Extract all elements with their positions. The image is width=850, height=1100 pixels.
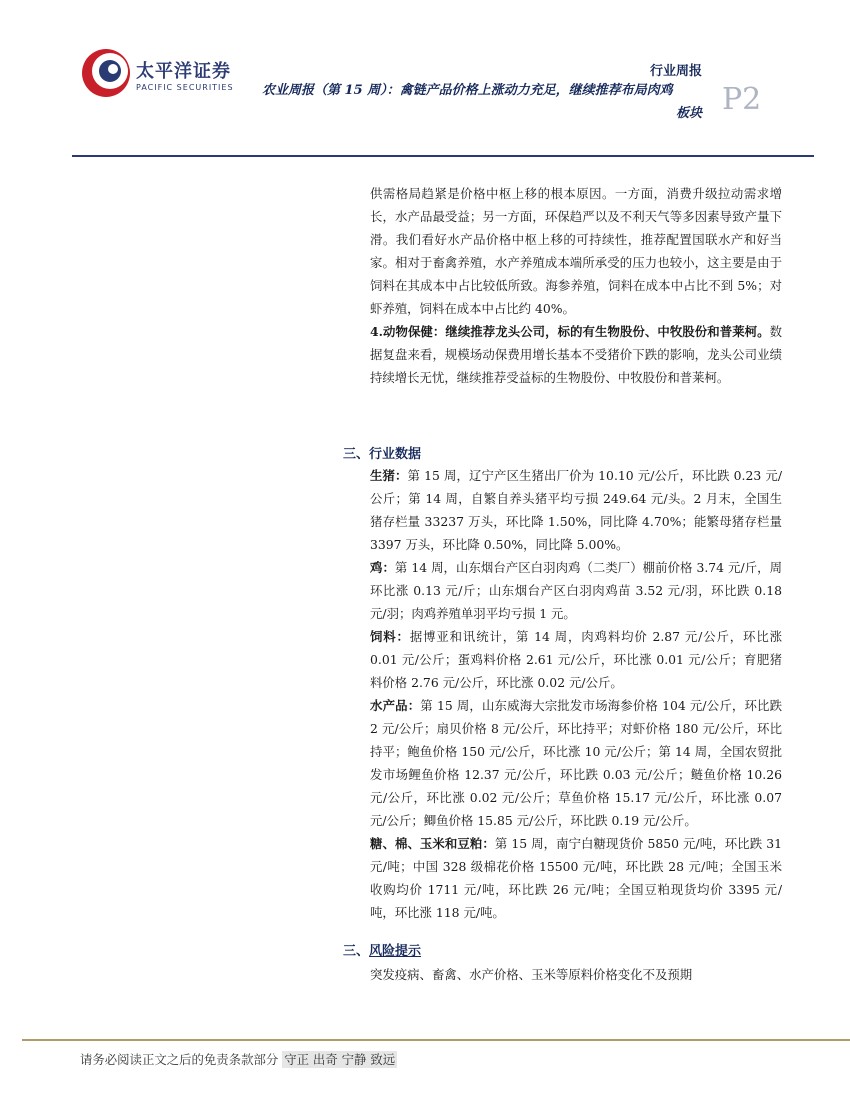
report-title-line2: 板块	[675, 106, 702, 121]
section-heading-industry-data: 三、行业数据	[343, 447, 422, 462]
animal-health-paragraph	[370, 320, 782, 389]
risk-heading-prefix: 三、	[343, 944, 370, 959]
data-item-label: 糖、棉、玉米和豆粕：	[370, 836, 495, 851]
page-number: P2	[722, 82, 762, 117]
animal-health-heading: 4.动物保健：继续推荐龙头公司，标的有生物股份、中牧股份和普莱柯。	[370, 324, 770, 339]
data-item-commodities	[370, 832, 782, 924]
data-item-label: 鸡：	[370, 560, 395, 575]
data-item-text: 据博亚和讯统计，第 14 周，肉鸡料均价 2.87 元/公斤，环比涨 0.01 元/公斤；蛋鸡料价格 2.61 元/公斤，环比涨 0.01 元/公斤；育肥猪料价格 2.76 元/公斤，环比涨 0.02 元/公斤。	[370, 629, 782, 690]
footer-disclaimer: 请务必阅读正文之后的免责条款部分	[80, 1052, 279, 1067]
logo-chinese-name: 太平洋证券	[136, 61, 231, 82]
footer-divider	[22, 1039, 850, 1041]
data-item-aquatic	[370, 694, 782, 832]
industry-data-list	[370, 464, 782, 924]
data-item-feed	[370, 625, 782, 694]
report-title-line1: 农业周报（第 15 周）：禽链产品价格上涨动力充足，继续推荐布局肉鸡	[262, 83, 673, 98]
company-logo	[80, 45, 250, 105]
risk-heading-title: 风险提示	[369, 944, 422, 959]
report-type-tag: 行业周报	[649, 64, 702, 79]
data-item-text: 第 15 周，山东威海大宗批发市场海参价格 104 元/公斤，环比跌 2 元/公斤；扇贝价格 8 元/公斤，环比持平；对虾价格 180 元/公斤，环比持平；鲍鱼价格 150 元/公斤，环比涨 10 元/公斤；第 14 周，全国农贸批发市场鲤鱼价格 12.37 元/公斤，环比跌 0.03 元/公斤；鲢鱼价格 10.26 元/公斤，环比涨 0.02 元/公斤；草鱼价格 15.17 元/公斤，环比涨 0.07 元/公斤；鲫鱼价格 15.85 元/公斤，环比跌 0.19 元/公斤。	[370, 698, 782, 828]
data-item-label: 生猪：	[370, 468, 408, 483]
data-item-text: 第 15 周，南宁白糖现货价 5850 元/吨，环比跌 31 元/吨；中国 328 级棉花价格 15500 元/吨，环比跌 28 元/吨；全国玉米收购均价 1711 元/吨，环比跌 26 元/吨；全国豆粕现货均价 3395 元/吨，环比涨 118 元/吨。	[370, 836, 783, 920]
pacific-securities-logo-icon	[80, 47, 132, 99]
footer	[80, 1050, 397, 1068]
data-item-label: 饲料：	[370, 629, 410, 644]
logo-english-name: PACIFIC SECURITIES	[136, 83, 234, 92]
intro-paragraph: 供需格局趋紧是价格中枢上移的根本原因。一方面，消费升级拉动需求增长，水产品最受益；另一方面，环保趋严以及不利天气等多因素导致产量下滑。我们看好水产品价格中枢上移的可持续性，推荐配置国联水产和好当家。相对于畜禽养殖，水产养殖成本端所承受的压力也较小，这主要是由于饲料在其成本中占比较低所致。海参养殖，饲料在成本中占比不到 5%；对虾养殖，饲料在成本中占比约 40%。	[370, 186, 782, 316]
header-divider	[72, 155, 814, 157]
footer-motto: 守正 出奇 宁静 致远	[284, 1052, 396, 1067]
section-heading-risk	[343, 940, 421, 959]
data-item-chicken	[370, 556, 782, 625]
data-item-text: 第 14 周，山东烟台产区白羽肉鸡（二类厂）棚前价格 3.74 元/斤，周环比涨 0.13 元/斤；山东烟台产区白羽肉鸡苗 3.52 元/羽，环比跌 0.18 元/羽；肉鸡养殖单羽平均亏损 1 元。	[370, 560, 783, 621]
animal-health-text: 数据复盘来看，规模场动保费用增长基本不受猪价下跌的影响，龙头公司业绩持续增长无忧，继续推荐受益标的生物股份、中牧股份和普莱柯。	[370, 324, 782, 385]
report-title	[262, 79, 702, 125]
intro-content	[370, 182, 782, 389]
risk-text: 突发疫病、畜禽、水产价格、玉米等原料价格变化不及预期	[370, 967, 693, 982]
data-item-label: 水产品：	[370, 698, 421, 713]
data-item-text: 第 15 周，辽宁产区生猪出厂价为 10.10 元/公斤，环比跌 0.23 元/公斤；第 14 周，自繁自养头猪平均亏损 249.64 元/头。2 月末，全国生猪存栏量 33237 万头，环比降 1.50%，同比降 4.70%；能繁母猪存栏量 3397 万头，环比降 0.50%，同比降 5.00%。	[370, 468, 783, 552]
data-item-hogs	[370, 464, 782, 556]
